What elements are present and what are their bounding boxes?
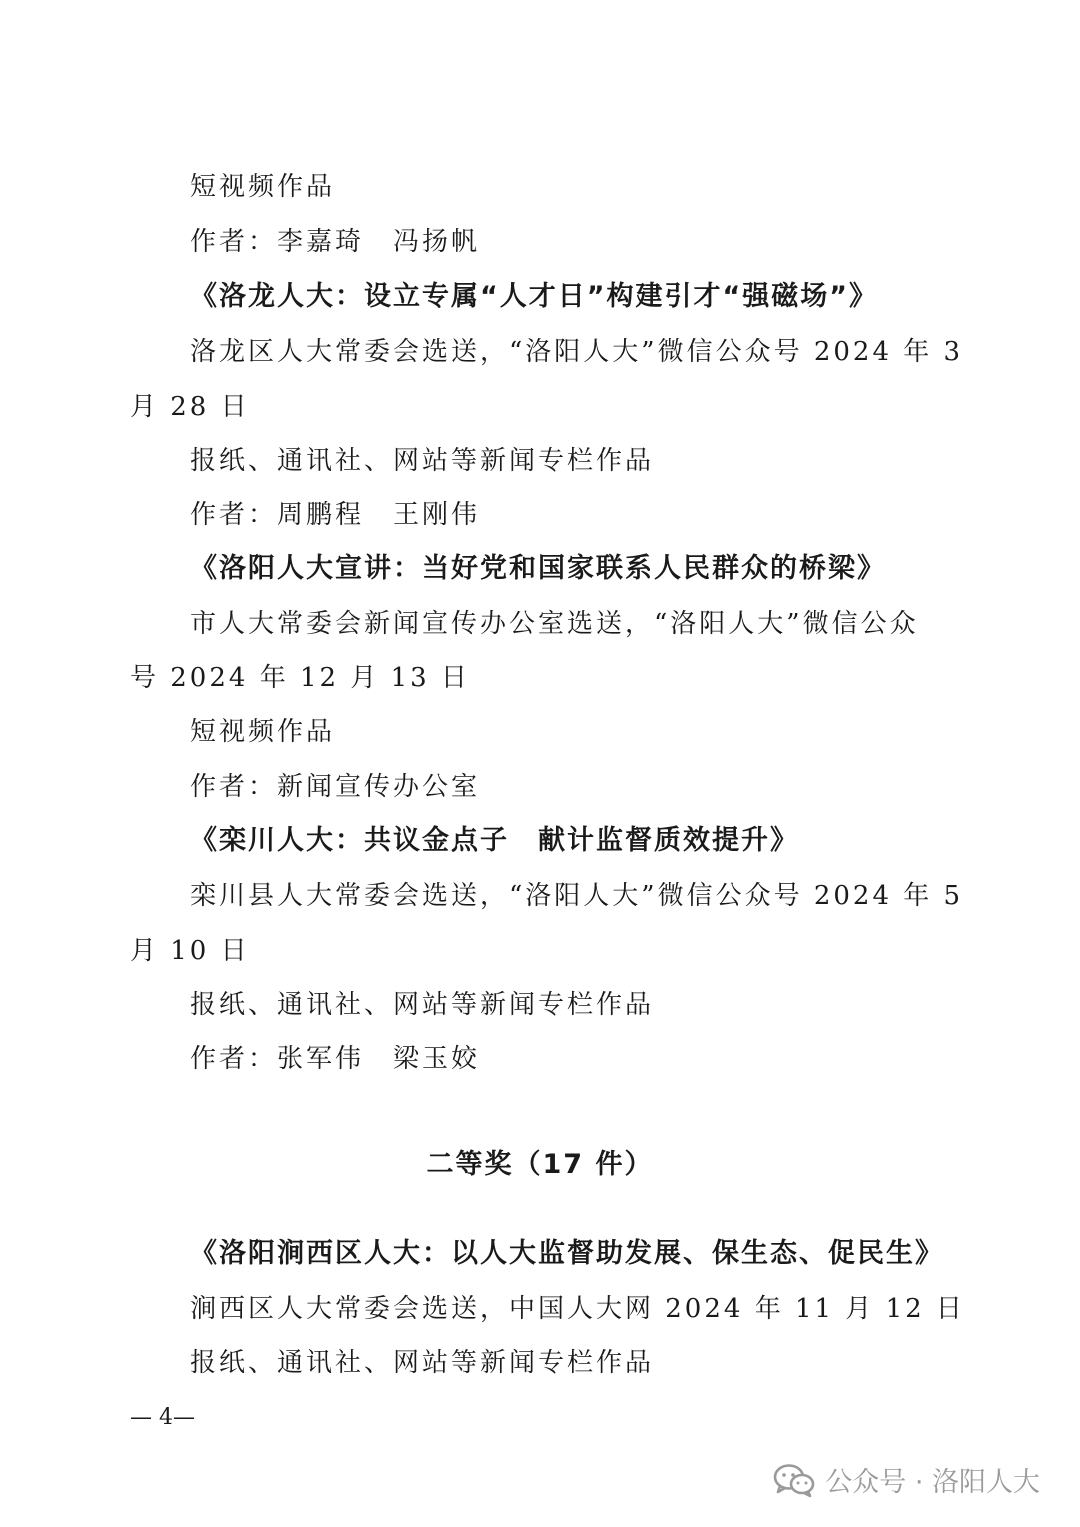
body-line: 作者：张军伟 梁玉姣 [190,1044,481,1074]
work-title: 《洛阳涧西区人大：以人大监督助发展、保生态、促民生》 [190,1238,944,1269]
body-line: 报纸、通讯社、网站等新闻专栏作品 [190,1348,655,1378]
body-line: 栾川县人大常委会选送，“洛阳人大”微信公众号 2024 年 5 [190,881,964,911]
watermark-label: 公众号 · 洛阳人大 [825,1467,1040,1498]
body-line: 月 10 日 [130,936,250,966]
work-title: 《栾川人大：共议金点子 献计监督质效提升》 [190,825,799,856]
body-line: 市人大常委会新闻宣传办公室选送，“洛阳人大”微信公众 [190,609,919,639]
watermark [773,1460,1040,1499]
work-title: 《洛阳人大宣讲：当好党和国家联系人民群众的桥梁》 [190,553,886,584]
body-line: 洛龙区人大常委会选送，“洛阳人大”微信公众号 2024 年 3 [190,337,964,367]
body-line: 报纸、通讯社、网站等新闻专栏作品 [190,446,655,476]
body-line: 短视频作品 [190,717,336,747]
body-line: 报纸、通讯社、网站等新闻专栏作品 [190,990,655,1020]
work-title: 《洛龙人大：设立专属“人才日”构建引才“强磁场”》 [190,281,878,312]
wechat-icon [773,1462,815,1498]
section-heading: 二等奖（17 件） [426,1149,654,1180]
body-line: 号 2024 年 12 月 13 日 [130,663,470,693]
body-line: 涧西区人大常委会选送，中国人大网 2024 年 11 月 12 日 [190,1294,965,1324]
page-number: — 4— [130,1405,195,1430]
body-line: 短视频作品 [190,172,336,202]
body-line: 作者：周鹏程 王刚伟 [190,500,481,530]
body-line: 作者：新闻宣传办公室 [190,772,481,802]
body-line: 月 28 日 [130,392,250,422]
body-line: 作者：李嘉琦 冯扬帆 [190,227,481,257]
